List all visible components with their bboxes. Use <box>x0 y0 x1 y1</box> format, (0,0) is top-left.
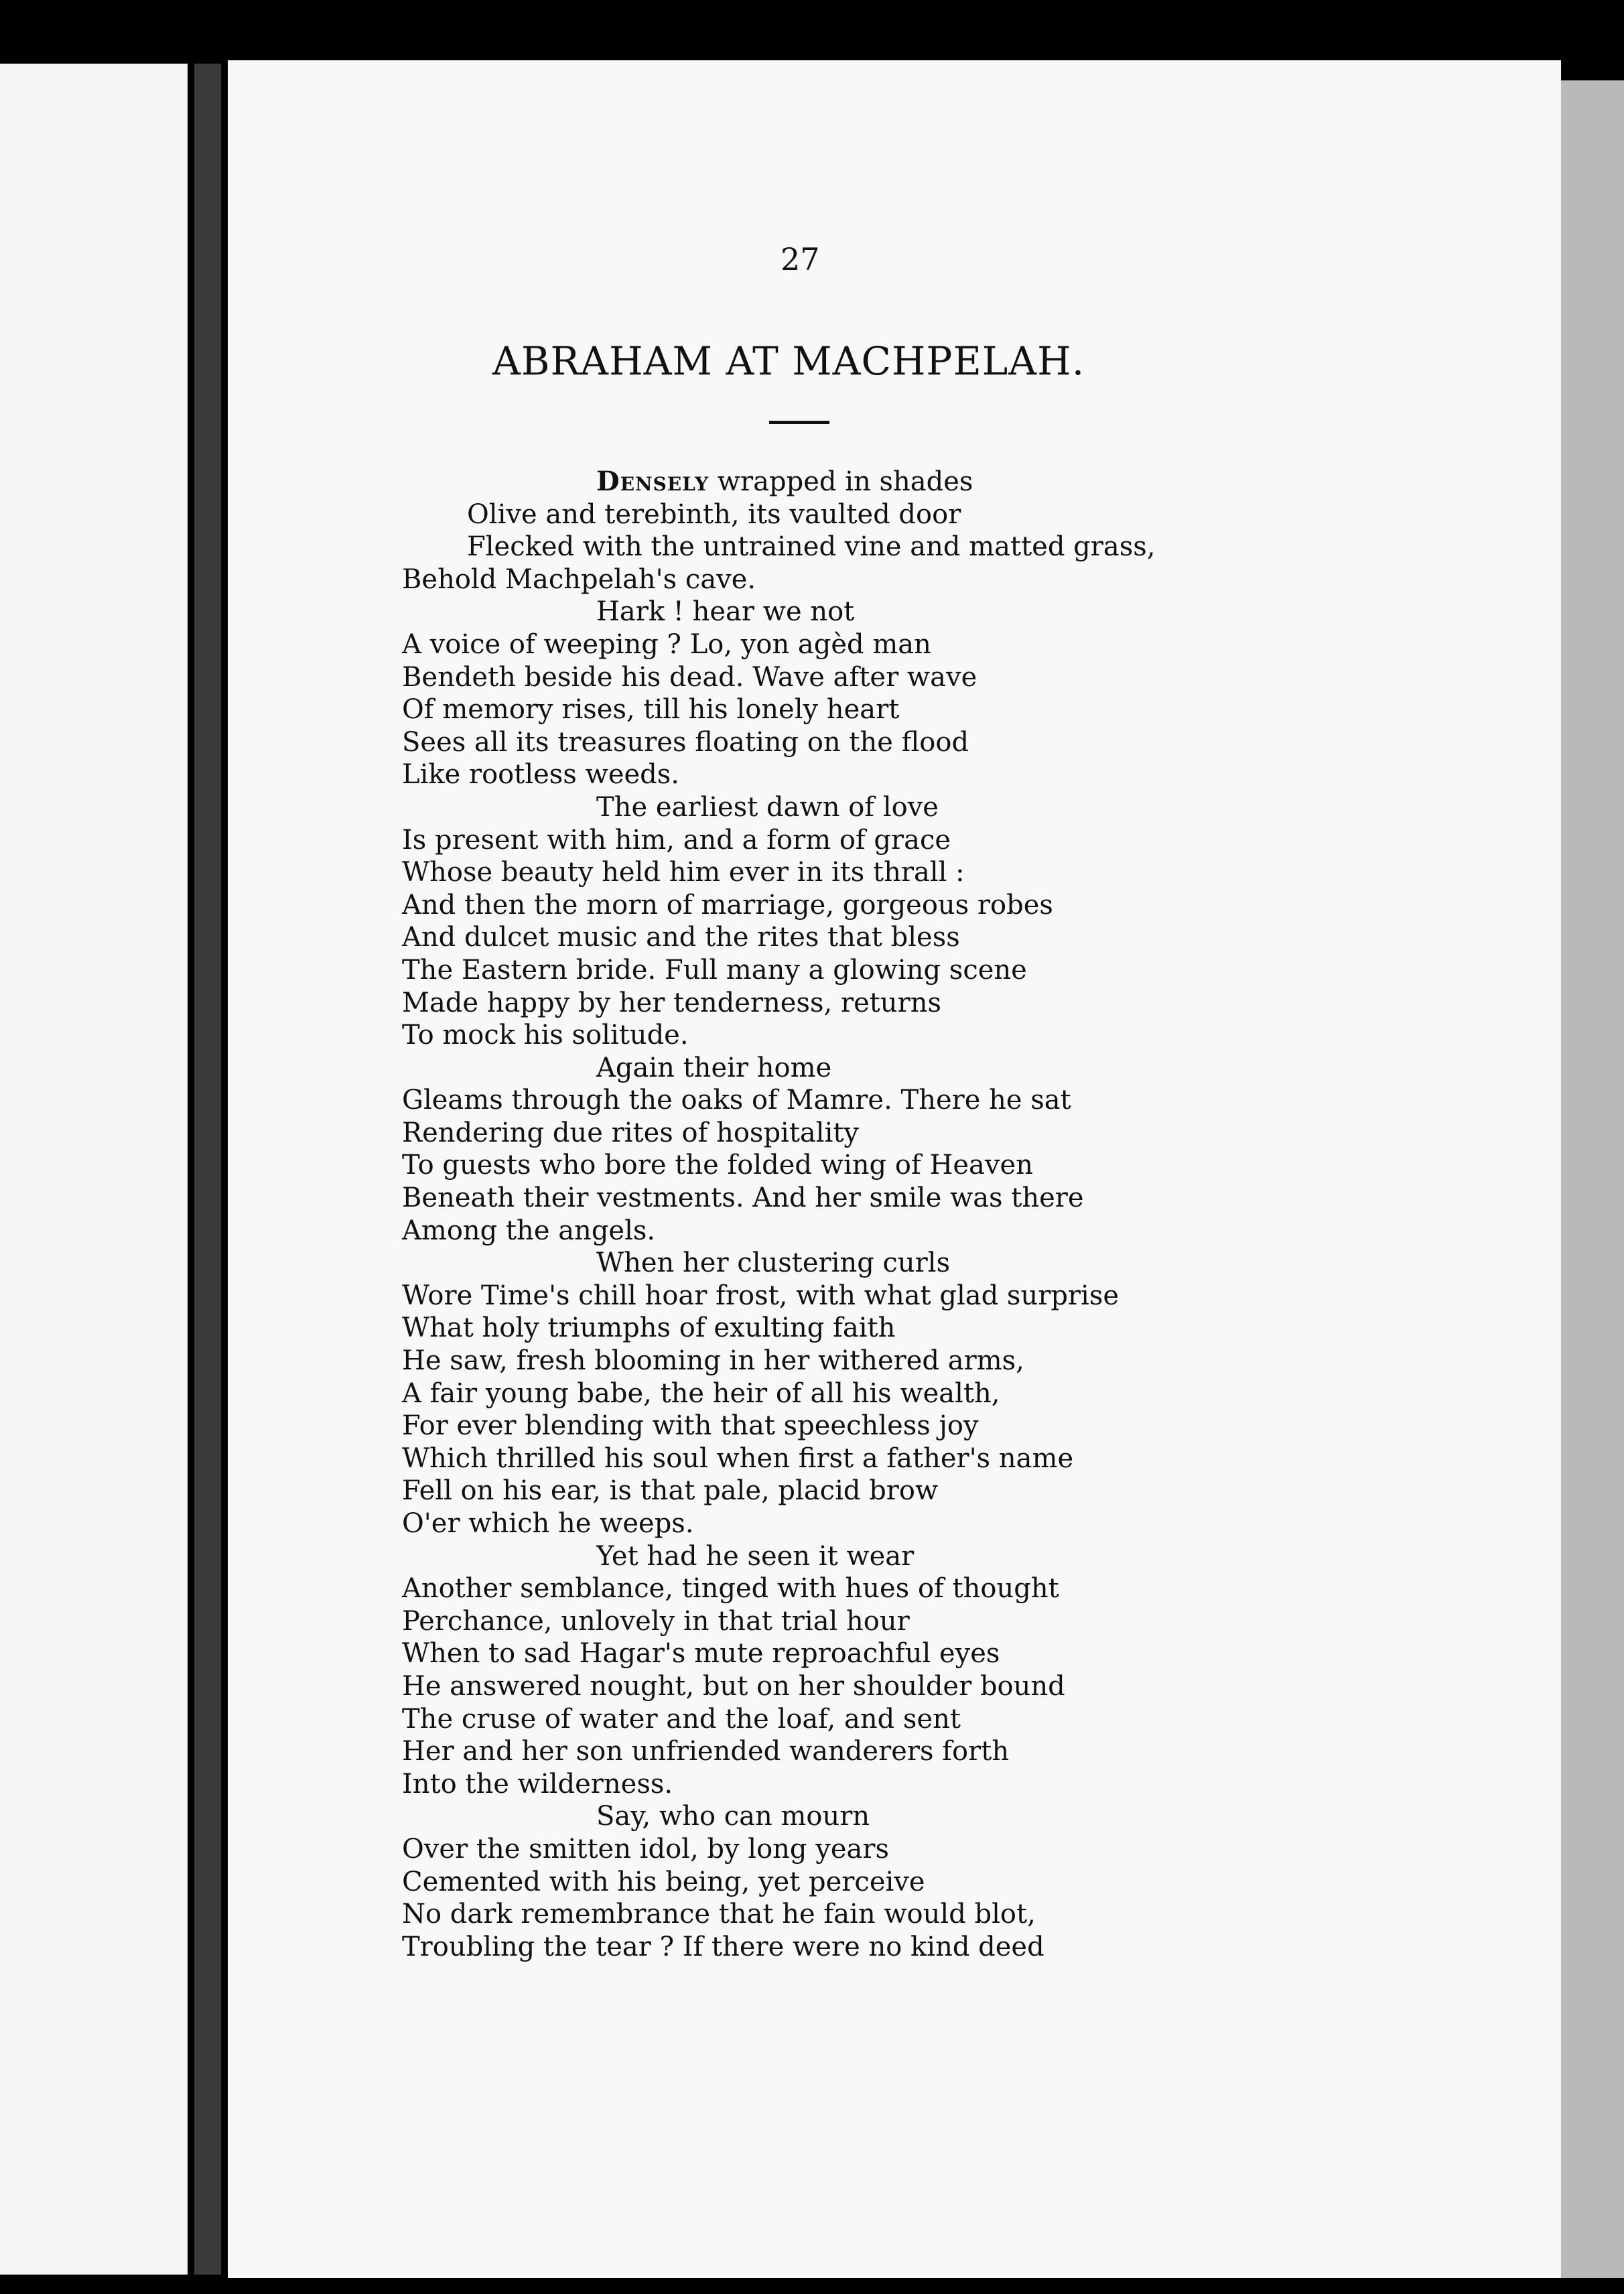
poem-line: Densely wrapped in shades <box>596 466 973 497</box>
poem-line: Olive and terebinth, its vaulted door <box>467 498 961 530</box>
poem-line: Again their home <box>596 1052 832 1083</box>
poem-line: Bendeth beside his dead. Wave after wave <box>402 661 977 693</box>
poem-line: A fair young babe, the heir of all his wealth, <box>402 1377 1000 1409</box>
poem-line: What holy triumphs of exulting faith <box>402 1312 896 1344</box>
title-rule <box>769 421 829 424</box>
poem-line: Among the angels. <box>402 1215 656 1246</box>
opening-word: Densely <box>596 466 709 497</box>
poem-line: Fell on his ear, is that pale, placid brow <box>402 1475 939 1507</box>
poem-line: The cruse of water and the loaf, and sent <box>402 1703 961 1735</box>
poem-line: Behold Machpelah's cave. <box>402 563 756 595</box>
page-stack-edge <box>1561 80 1624 2278</box>
poem-line: O'er which he weeps. <box>402 1508 694 1539</box>
poem-title: ABRAHAM AT MACHPELAH. <box>492 338 1085 384</box>
poem-line: No dark remembrance that he fain would blot, <box>402 1899 1036 1930</box>
poem-line: He saw, fresh blooming in her withered arms, <box>402 1345 1024 1377</box>
poem-line: Over the smitten idol, by long years <box>402 1833 890 1865</box>
poem-line: He answered nought, but on her shoulder bound <box>402 1670 1065 1702</box>
poem-line: For ever blending with that speechless joy <box>402 1410 979 1442</box>
poem-line: Made happy by her tenderness, returns <box>402 987 941 1018</box>
poem-line: Yet had he seen it wear <box>596 1540 915 1572</box>
poem-line: Sees all its treasures floating on the flood <box>402 726 969 758</box>
poem-line: Say, who can mourn <box>596 1801 870 1832</box>
poem-line: And dulcet music and the rites that bless <box>402 922 960 953</box>
book-gutter <box>194 64 221 2275</box>
poem-body <box>402 466 1293 1963</box>
poem-line: Her and her son unfriended wanderers forth <box>402 1736 1010 1767</box>
poem-line: Perchance, unlovely in that trial hour <box>402 1605 910 1637</box>
poem-line: Of memory rises, till his lonely heart <box>402 694 900 726</box>
poem-line: Rendering due rites of hospitality <box>402 1117 860 1148</box>
poem-line: Beneath their vestments. And her smile was there <box>402 1183 1084 1214</box>
page-number: 27 <box>781 241 820 277</box>
poem-line: To guests who bore the folded wing of Heaven <box>402 1150 1033 1181</box>
poem-line: The Eastern bride. Full many a glowing scene <box>402 954 1027 986</box>
poem-line: To mock his solitude. <box>402 1020 689 1051</box>
poem-line: And then the morn of marriage, gorgeous robes <box>402 889 1053 921</box>
poem-line: Wore Time's chill hoar frost, with what glad surprise <box>402 1280 1120 1311</box>
poem-line: Another semblance, tinged with hues of thought <box>402 1573 1059 1605</box>
facing-page-edge <box>0 64 188 2275</box>
poem-line: Cemented with his being, yet perceive <box>402 1866 925 1897</box>
poem-line: Flecked with the untrained vine and matted grass, <box>467 531 1156 563</box>
poem-line: When to sad Hagar's mute reproachful eyes <box>402 1638 1000 1670</box>
poem-line: Which thrilled his soul when first a father's name <box>402 1442 1074 1474</box>
poem-line: Is present with him, and a form of grace <box>402 824 951 856</box>
poem-line: The earliest dawn of love <box>596 791 939 823</box>
poem-line: When her clustering curls <box>596 1247 951 1279</box>
poem-line: Gleams through the oaks of Mamre. There he sat <box>402 1085 1071 1116</box>
poem-line: Hark ! hear we not <box>596 596 855 628</box>
poem-line: Whose beauty held him ever in its thrall : <box>402 857 965 888</box>
poem-line: Like rootless weeds. <box>402 759 680 791</box>
poem-line: Troubling the tear ? If there were no kind deed <box>402 1931 1044 1962</box>
poem-line: Into the wilderness. <box>402 1768 673 1800</box>
poem-line: A voice of weeping ? Lo, yon agèd man <box>402 628 931 660</box>
